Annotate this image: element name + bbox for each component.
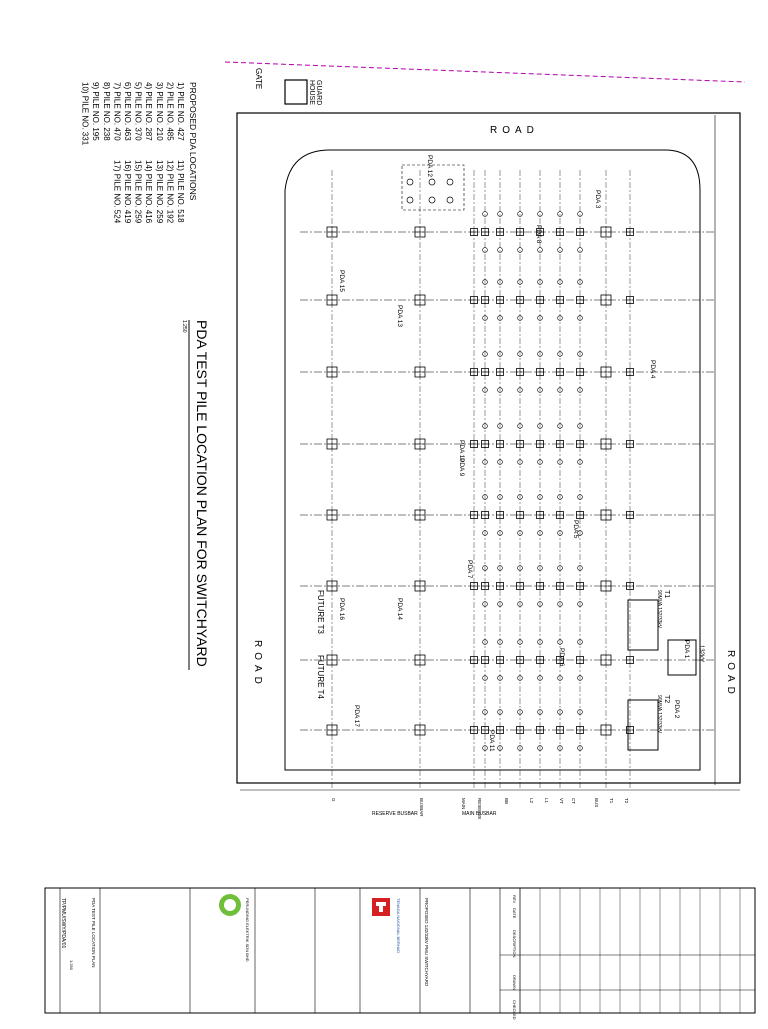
legend-column-1 bbox=[81, 82, 185, 146]
pda-tag: PDA 11 bbox=[488, 730, 495, 752]
site-boundary bbox=[237, 113, 740, 783]
legend-heading: PROPOSED PDA LOCATIONS bbox=[188, 82, 198, 201]
guard-house bbox=[285, 80, 307, 104]
pile bbox=[407, 179, 413, 185]
legend-item: 16) PILE NO. 419 bbox=[123, 160, 132, 224]
road-edge bbox=[285, 150, 700, 770]
legend-item: 8) PILE NO. 238 bbox=[101, 82, 111, 141]
consultant-name: PERUNDING ELEKTRIK SDN BHD bbox=[245, 898, 250, 962]
bay-label: MAIN bbox=[461, 798, 466, 810]
pda-tag: PDA 8 bbox=[535, 225, 542, 244]
drawing-title: PDA TEST PILE LOCATION PLAN FOR SWITCHYARD bbox=[194, 320, 210, 667]
client-name: TENAGA NASIONAL BERHAD bbox=[396, 898, 401, 954]
guard-house-label-2: HOUSE bbox=[308, 80, 315, 105]
legend-item: 1) PILE NO. 427 bbox=[176, 82, 185, 141]
road-label-right: ROAD bbox=[725, 650, 736, 699]
bay-label: T2 bbox=[624, 798, 629, 804]
revision-header: REV bbox=[512, 895, 517, 904]
title-block-grid bbox=[60, 888, 755, 1013]
pda-tag: PDA 14 bbox=[396, 598, 403, 621]
transformer-t1-box bbox=[628, 600, 658, 650]
pda-tag: PDA 5 bbox=[572, 520, 579, 539]
legend-item: 2) PILE NO. 485 bbox=[165, 82, 175, 141]
bay-label: RESERVE bbox=[477, 798, 482, 820]
revision-header: DATE bbox=[512, 908, 517, 919]
title-block-scale: 1:250 bbox=[69, 960, 74, 971]
legend-item: 12) PILE NO. 192 bbox=[165, 160, 175, 224]
revision-header: DESCRIPTION bbox=[512, 930, 517, 958]
legend-item: 10) PILE NO. 331 bbox=[80, 82, 90, 146]
pile bbox=[407, 197, 413, 203]
pda-tag: PDA 6 bbox=[558, 648, 565, 667]
legend-item: 15) PILE NO. 259 bbox=[133, 160, 143, 224]
project-title: PROPOSED 132/33kV PMU SWITCHYARD bbox=[424, 898, 429, 987]
future-t4-label: FUTURE T4 bbox=[316, 655, 325, 699]
switchgear-box bbox=[668, 640, 696, 675]
legend-item: 14) PILE NO. 416 bbox=[144, 160, 154, 224]
kv-rating-1: 90MVA 132/33kV bbox=[656, 590, 662, 629]
main-busbar-label: MAIN BUSBAR bbox=[462, 811, 497, 817]
revision-header: CHECKED bbox=[512, 1000, 517, 1020]
pda-tag: PDA 13 bbox=[396, 305, 403, 328]
legend-item: 7) PILE NO. 470 bbox=[112, 82, 122, 141]
client-logo bbox=[372, 898, 390, 916]
pile bbox=[447, 197, 453, 203]
legend-item: 17) PILE NO. 524 bbox=[112, 160, 122, 224]
fence-line bbox=[225, 62, 745, 82]
drawing-scale: 1:250 bbox=[181, 320, 187, 333]
legend-item: 11) PILE NO. 518 bbox=[176, 160, 185, 223]
pile bbox=[447, 179, 453, 185]
legend-item: 5) PILE NO. 370 bbox=[133, 82, 143, 141]
pda-tag: PDA 1 bbox=[683, 640, 690, 659]
bay-label: CT bbox=[571, 798, 576, 804]
bay-label: BB bbox=[504, 798, 509, 805]
bay-label: G bbox=[331, 798, 336, 802]
legend-item: 6) PILE NO. 463 bbox=[123, 82, 132, 141]
drawing-title-block: PDA TEST PILE LOCATION PLAN bbox=[91, 898, 96, 968]
bay-label: L2 bbox=[529, 798, 534, 804]
bay-label: VT bbox=[559, 798, 564, 804]
bay-label: BUS bbox=[594, 798, 599, 808]
revision-header: DRAWN bbox=[512, 975, 517, 990]
pda-tag: PDA 9 bbox=[458, 458, 465, 477]
road-label-top: ROAD bbox=[490, 125, 539, 136]
bay-label: L1 bbox=[544, 798, 549, 804]
future-t3-label: FUTURE T3 bbox=[316, 590, 325, 634]
pda-tags bbox=[338, 155, 690, 752]
pda-tag: PDA 7 bbox=[466, 560, 473, 579]
legend-item: 3) PILE NO. 210 bbox=[154, 82, 164, 141]
legend-item: 4) PILE NO. 287 bbox=[144, 82, 154, 141]
pile bbox=[429, 179, 435, 185]
pda-tag: PDA 17 bbox=[353, 705, 360, 728]
pile-markers bbox=[327, 165, 634, 750]
pile bbox=[429, 197, 435, 203]
transformer-t2-box bbox=[628, 700, 658, 750]
pda-tag: PDA 10 bbox=[458, 440, 465, 463]
transformer-t1-label: T1 bbox=[663, 590, 670, 599]
kv-label: 132kV bbox=[698, 645, 704, 663]
pda-tag: PDA 15 bbox=[338, 270, 345, 293]
bay-label: BUSBAR bbox=[419, 798, 424, 817]
revision-headers bbox=[512, 895, 517, 1020]
legend-item: 13) PILE NO. 259 bbox=[154, 160, 164, 224]
drawing-number: TP/PMU/SWY/PDA/01 bbox=[60, 898, 66, 949]
pda-tag: PDA 4 bbox=[649, 360, 656, 379]
road-label-left: ROAD bbox=[252, 640, 263, 689]
pda-tag: PDA 12 bbox=[426, 155, 433, 178]
pda-tag: PDA 16 bbox=[338, 598, 345, 621]
grid-lines bbox=[300, 170, 715, 790]
pda-tag: PDA 3 bbox=[594, 190, 601, 209]
reserve-busbar-label: RESERVE BUSBAR bbox=[372, 811, 418, 817]
bay-label: T1 bbox=[609, 798, 614, 804]
transformer-t2-label: T2 bbox=[663, 695, 670, 704]
dimension-lines bbox=[240, 115, 740, 790]
gate-label: GATE bbox=[254, 68, 263, 90]
kv-rating-2: 90MVA 132/33kV bbox=[656, 695, 662, 734]
guard-house-label-1: GUARD bbox=[315, 80, 322, 106]
consultant-logo bbox=[219, 894, 241, 916]
legend-item: 9) PILE NO. 195 bbox=[91, 82, 101, 141]
pda-tag: PDA 2 bbox=[673, 700, 680, 719]
legend-column-2 bbox=[112, 160, 185, 224]
